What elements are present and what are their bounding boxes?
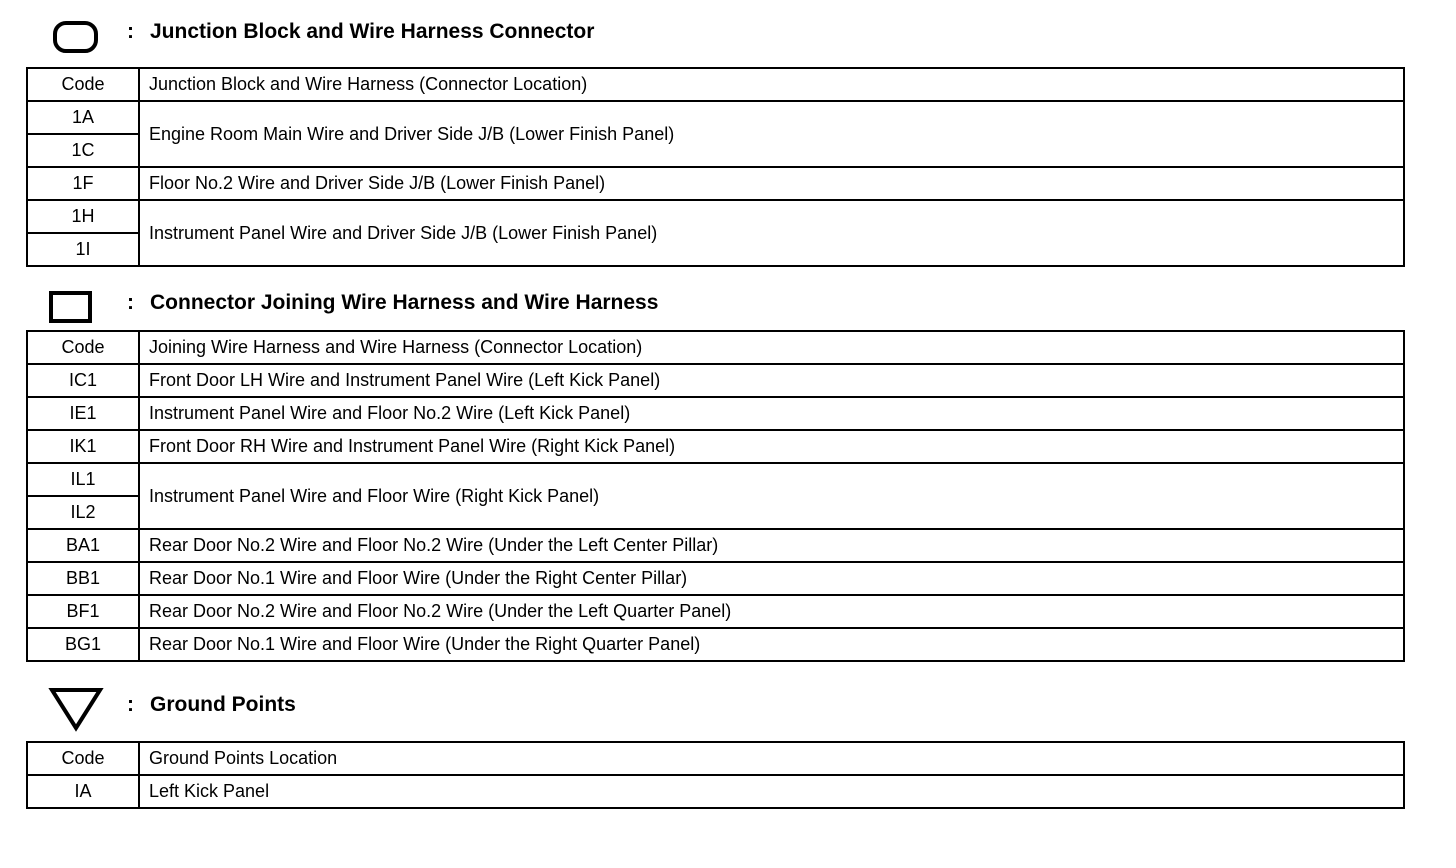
- junction-title: Junction Block and Wire Harness Connector: [150, 20, 595, 43]
- code-cell: 1A: [27, 101, 139, 134]
- junction-colon: :: [127, 20, 134, 43]
- location-cell: Rear Door No.2 Wire and Floor No.2 Wire (Under the Left Quarter Panel): [139, 595, 1404, 628]
- code-cell: IA: [27, 775, 139, 808]
- header-description-cell: Joining Wire Harness and Wire Harness (Connector Location): [139, 331, 1404, 364]
- table-row: [27, 364, 1404, 397]
- table-row: [27, 775, 1404, 808]
- joining-colon: :: [127, 291, 134, 314]
- code-cell: BA1: [27, 529, 139, 562]
- location-cell: Instrument Panel Wire and Floor Wire (Right Kick Panel): [139, 463, 1404, 529]
- header-code-cell: Code: [27, 331, 139, 364]
- location-cell: Engine Room Main Wire and Driver Side J/B (Lower Finish Panel): [139, 101, 1404, 167]
- ground-title: Ground Points: [150, 693, 296, 716]
- code-cell: BG1: [27, 628, 139, 661]
- code-cell: IK1: [27, 430, 139, 463]
- table-row: [27, 463, 1404, 496]
- junction-section-heading: [0, 14, 1456, 54]
- code-cell: 1I: [27, 233, 139, 266]
- ground-table: [26, 741, 1405, 809]
- code-cell: IL2: [27, 496, 139, 529]
- header-description-cell: Junction Block and Wire Harness (Connector Location): [139, 68, 1404, 101]
- joining-title: Connector Joining Wire Harness and Wire Harness: [150, 291, 659, 314]
- location-cell: Instrument Panel Wire and Driver Side J/B (Lower Finish Panel): [139, 200, 1404, 266]
- location-cell: Instrument Panel Wire and Floor No.2 Wire (Left Kick Panel): [139, 397, 1404, 430]
- location-cell: Front Door RH Wire and Instrument Panel Wire (Right Kick Panel): [139, 430, 1404, 463]
- code-cell: 1F: [27, 167, 139, 200]
- code-cell: 1C: [27, 134, 139, 167]
- ground-colon: :: [127, 693, 134, 716]
- location-cell: Front Door LH Wire and Instrument Panel Wire (Left Kick Panel): [139, 364, 1404, 397]
- location-cell: Floor No.2 Wire and Driver Side J/B (Lower Finish Panel): [139, 167, 1404, 200]
- location-cell: Rear Door No.2 Wire and Floor No.2 Wire (Under the Left Center Pillar): [139, 529, 1404, 562]
- junction-table: [26, 67, 1405, 267]
- code-cell: BF1: [27, 595, 139, 628]
- header-row: [27, 331, 1404, 364]
- table-row: [27, 101, 1404, 134]
- location-cell: Rear Door No.1 Wire and Floor Wire (Under the Right Quarter Panel): [139, 628, 1404, 661]
- rectangle-icon: [49, 291, 92, 323]
- header-row: [27, 742, 1404, 775]
- header-description-cell: Ground Points Location: [139, 742, 1404, 775]
- header-code-cell: Code: [27, 742, 139, 775]
- header-row: [27, 68, 1404, 101]
- table-row: [27, 167, 1404, 200]
- table-row: [27, 529, 1404, 562]
- rounded-rectangle-icon: [53, 21, 98, 53]
- code-cell: IL1: [27, 463, 139, 496]
- ground-section-heading: [0, 686, 1456, 726]
- location-cell: Rear Door No.1 Wire and Floor Wire (Under the Right Center Pillar): [139, 562, 1404, 595]
- table-row: [27, 628, 1404, 661]
- code-cell: IC1: [27, 364, 139, 397]
- table-row: [27, 430, 1404, 463]
- table-row: [27, 397, 1404, 430]
- table-row: [27, 595, 1404, 628]
- down-triangle-icon: [48, 686, 104, 732]
- location-cell: Left Kick Panel: [139, 775, 1404, 808]
- code-cell: 1H: [27, 200, 139, 233]
- code-cell: IE1: [27, 397, 139, 430]
- joining-table: [26, 330, 1405, 662]
- code-cell: BB1: [27, 562, 139, 595]
- joining-section-heading: [0, 287, 1456, 327]
- header-code-cell: Code: [27, 68, 139, 101]
- table-row: [27, 562, 1404, 595]
- table-row: [27, 200, 1404, 233]
